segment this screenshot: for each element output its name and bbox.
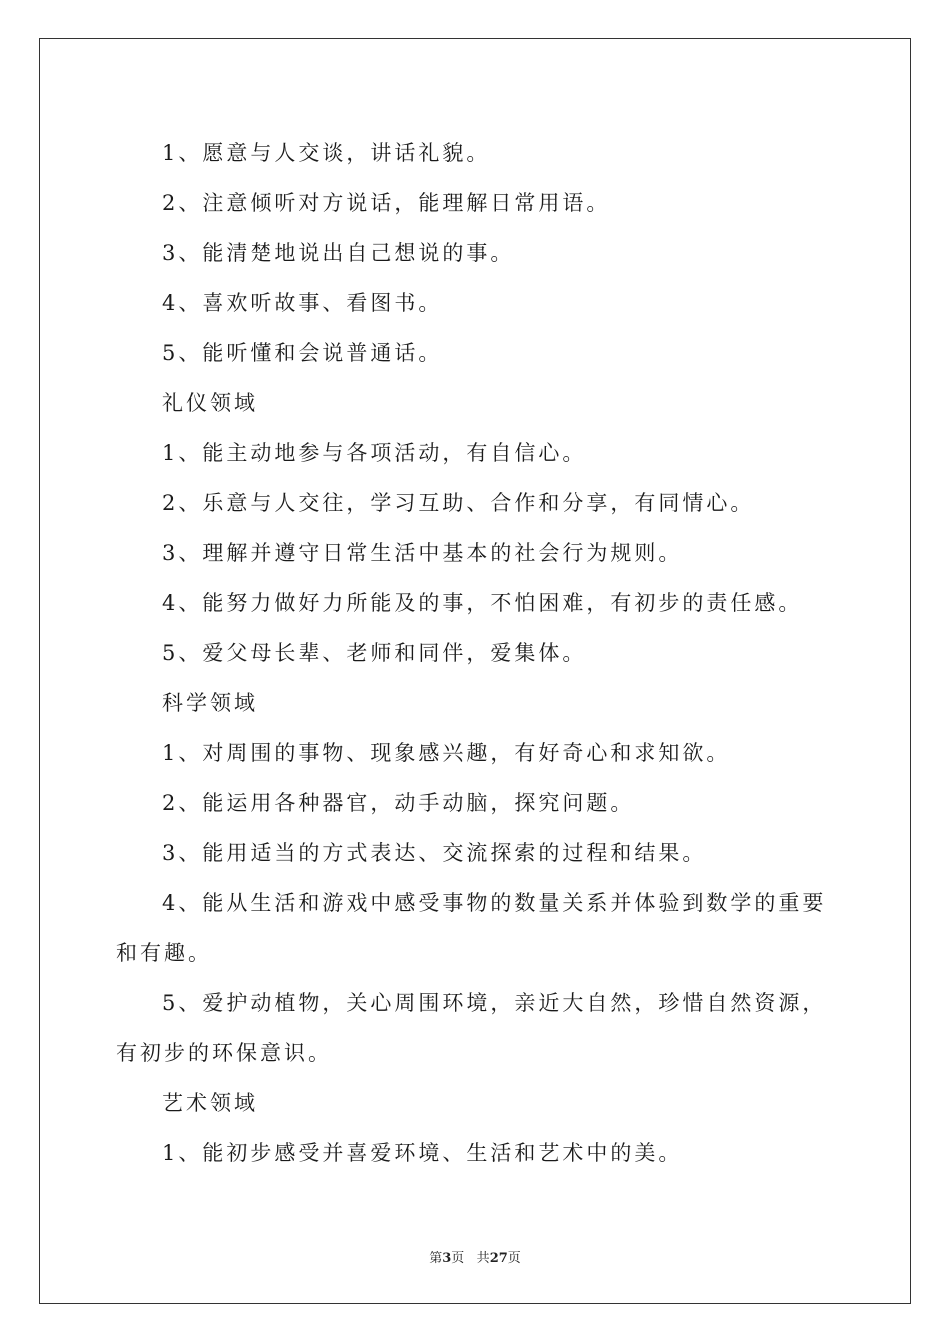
- paragraph: 2、能运用各种器官，动手动脑，探究问题。: [162, 791, 635, 815]
- paragraph: 5、爱父母长辈、老师和同伴，爱集体。: [162, 641, 587, 665]
- paragraph: 3、理解并遵守日常生活中基本的社会行为规则。: [162, 541, 683, 565]
- page-footer: [0, 1247, 950, 1266]
- paragraph: 2、注意倾听对方说话，能理解日常用语。: [162, 191, 611, 215]
- paragraph: 3、能用适当的方式表达、交流探索的过程和结果。: [162, 841, 707, 865]
- paragraph: 5、能听懂和会说普通话。: [162, 341, 443, 365]
- section-heading: 艺术领域: [162, 1091, 258, 1115]
- paragraph: 2、乐意与人交往，学习互助、合作和分享，有同情心。: [162, 491, 755, 515]
- paragraph: 4、能努力做好力所能及的事，不怕困难，有初步的责任感。: [162, 591, 803, 615]
- paragraph: 1、对周围的事物、现象感兴趣，有好奇心和求知欲。: [162, 741, 731, 765]
- total-pages-number: 27: [489, 1251, 508, 1266]
- paragraph: 1、能主动地参与各项活动，有自信心。: [162, 441, 587, 465]
- footer-page-suffix: 页: [451, 1251, 465, 1266]
- paragraph: 5、爱护动植物，关心周围环境，亲近大自然，珍惜自然资源，有初步的环保意识。: [116, 991, 827, 1065]
- paragraph: 4、能从生活和游戏中感受事物的数量关系并体验到数学的重要和有趣。: [116, 891, 827, 965]
- section-heading: 礼仪领域: [162, 391, 258, 415]
- paragraph: 1、能初步感受并喜爱环境、生活和艺术中的美。: [162, 1141, 683, 1165]
- paragraph: 3、能清楚地说出自己想说的事。: [162, 241, 515, 265]
- footer-prefix: 第: [429, 1251, 443, 1266]
- current-page-number: 3: [442, 1251, 452, 1266]
- paragraph: 1、愿意与人交谈，讲话礼貌。: [162, 141, 491, 165]
- footer-total-suffix: 页: [507, 1251, 521, 1266]
- section-heading: 科学领域: [162, 691, 258, 715]
- footer-total-prefix: 共: [476, 1251, 490, 1266]
- paragraph: 4、喜欢听故事、看图书。: [162, 291, 443, 315]
- document-body: [116, 128, 838, 1178]
